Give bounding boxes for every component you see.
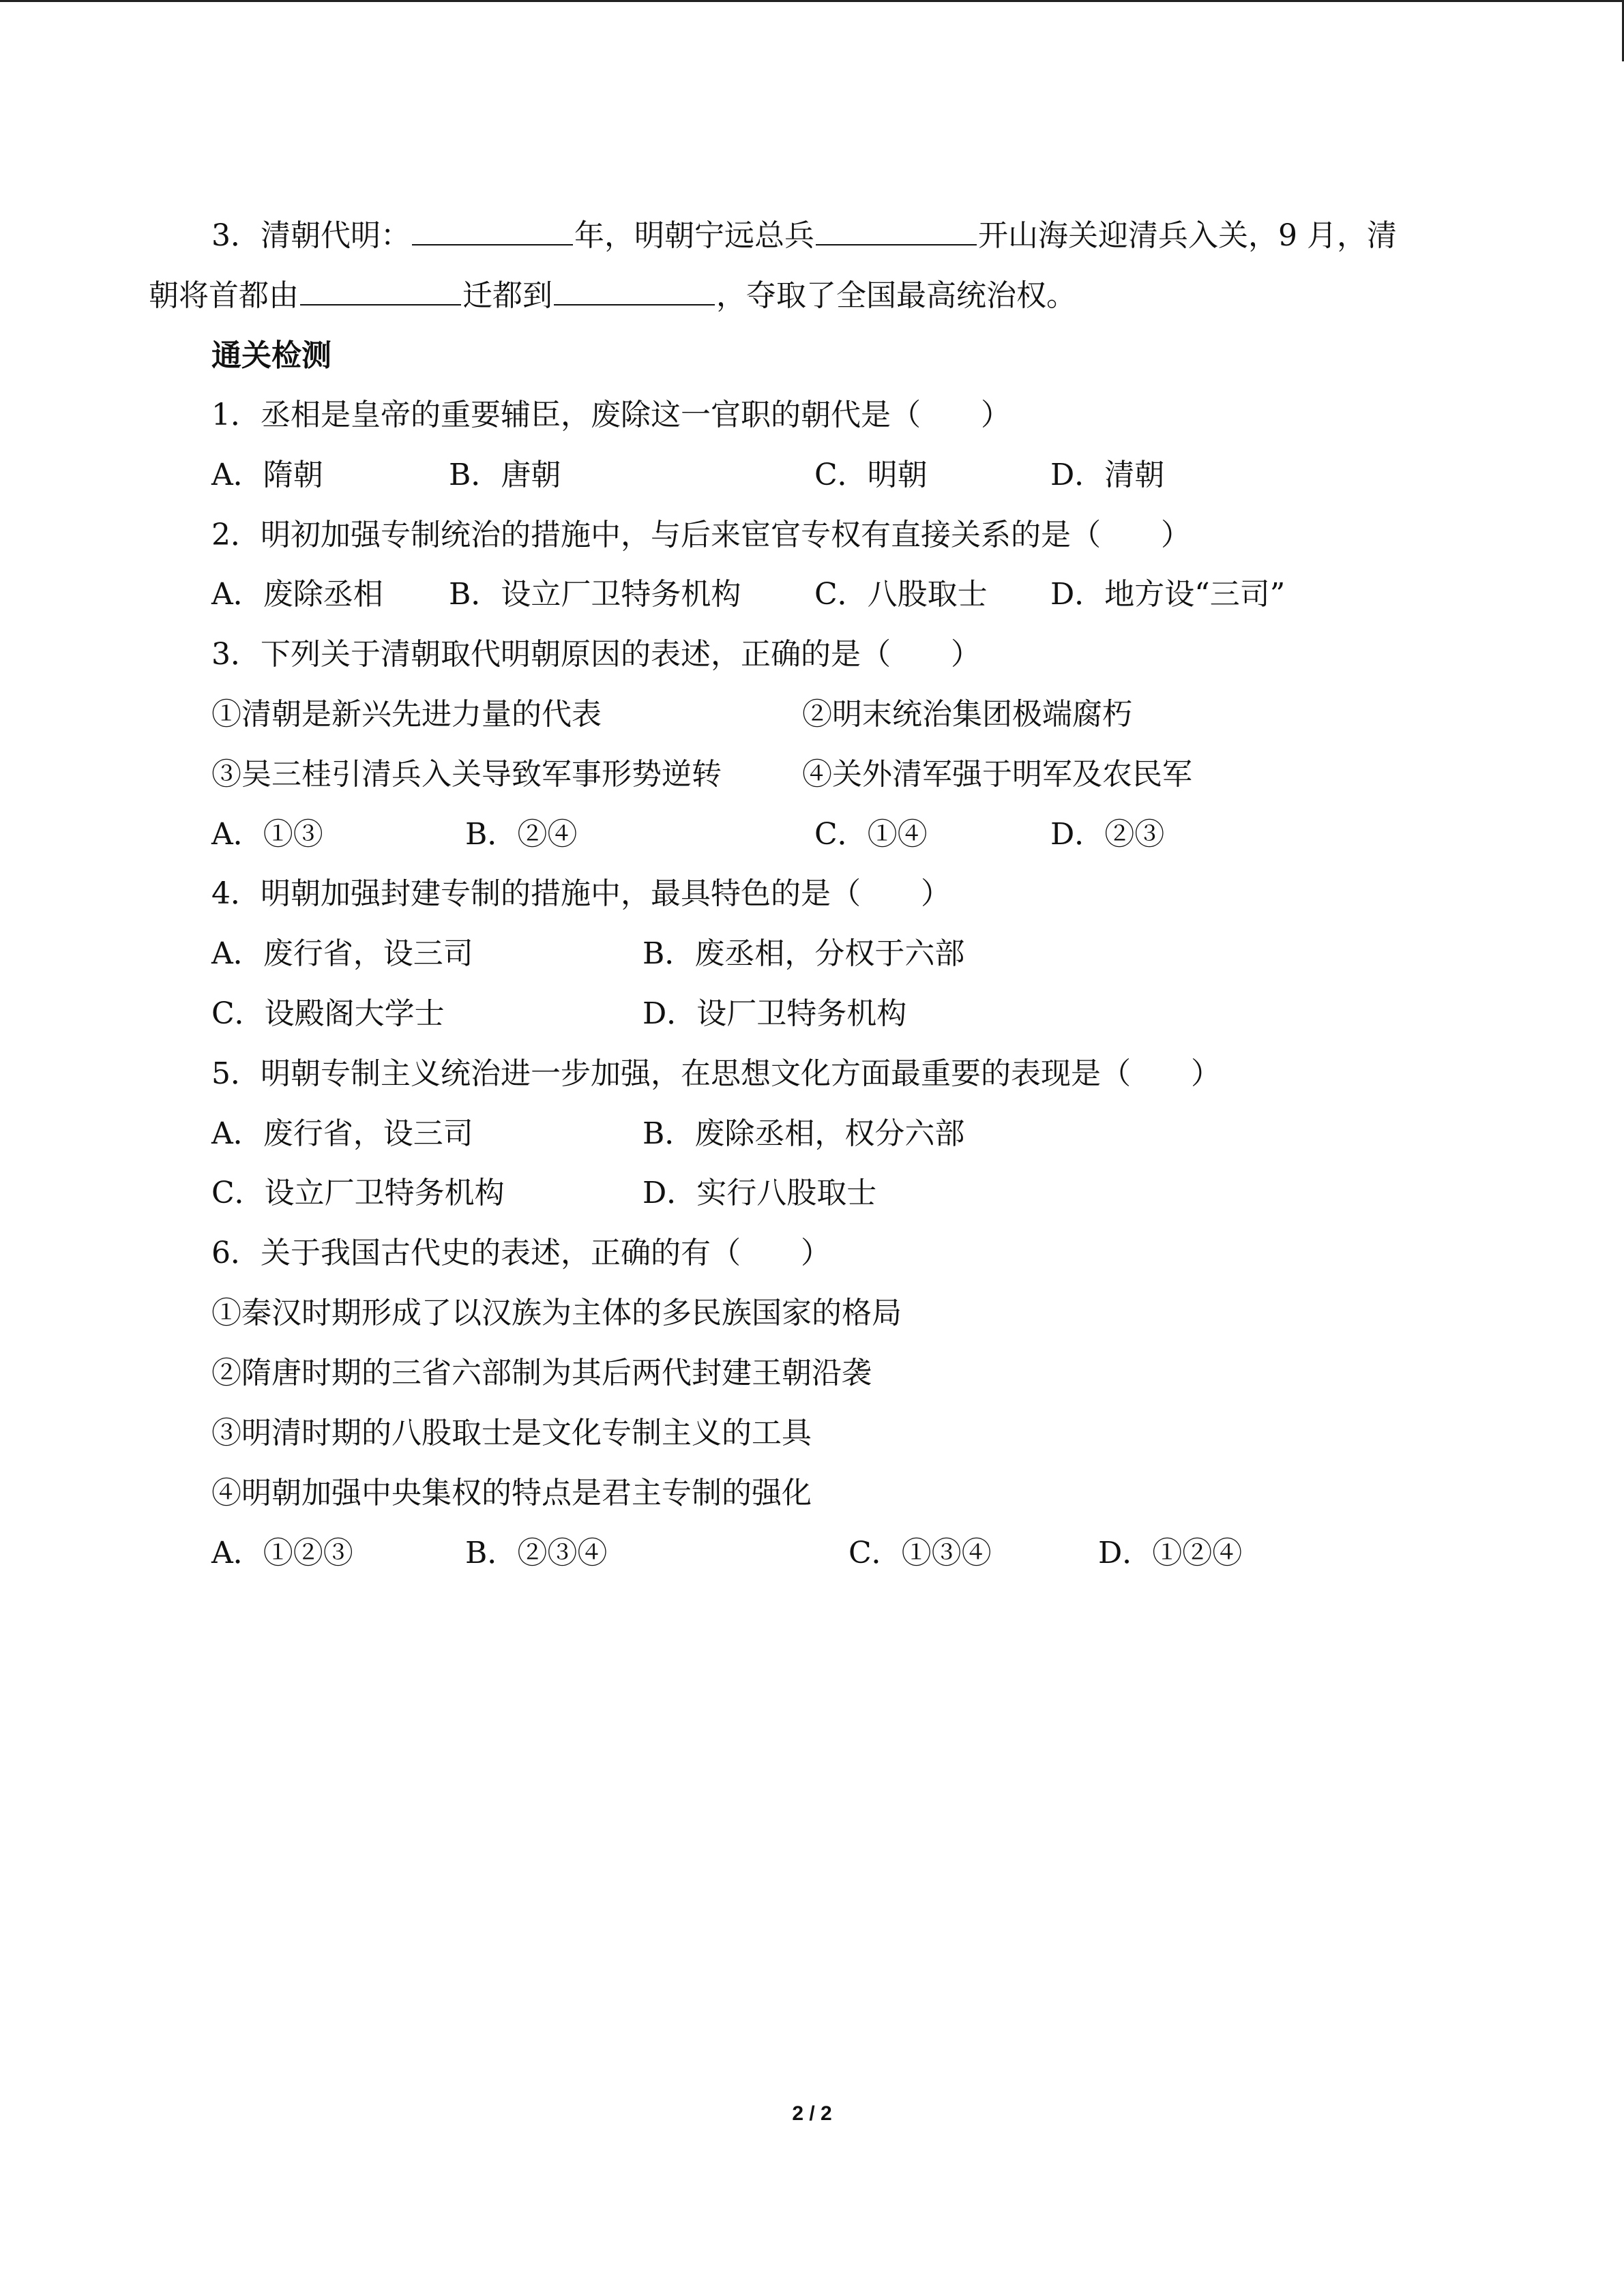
question-6-statement-2: ②隋唐时期的三省六部制为其后两代封建王朝沿袭 [211,1356,872,1390]
option-c[interactable]: C．设殿阁大学士 [211,996,445,1031]
blank-year[interactable] [412,217,573,245]
statement-1: ①清朝是新兴先进力量的代表 [211,697,602,732]
statement-2: ②明末统治集团极端腐朽 [802,697,1132,732]
question-4-stem: 4．明朝加强封建专制的措施中，最具特色的是（ ） [211,876,951,911]
blank-general[interactable] [816,217,977,245]
option-c[interactable]: C．①③④ [848,1536,992,1570]
question-3-stem: 3．下列关于清朝取代明朝原因的表述，正确的是（ ） [211,637,981,672]
option-c[interactable]: C．设立厂卫特务机构 [211,1176,505,1210]
fill-in-text-5: ，夺取了全国最高统治权。 [716,278,1076,313]
option-a[interactable]: A．①②③ [211,1536,353,1570]
blank-new-capital[interactable] [554,277,715,305]
statement-4: ④关外清军强于明军及农民军 [802,757,1192,792]
option-a[interactable]: A．废除丞相 [211,577,383,612]
fill-in-text-1: 年，明朝宁远总兵 [574,218,814,253]
fill-in-text-2: 开山海关迎清兵入关，9 月，清 [978,218,1397,253]
option-d[interactable]: D．地方设“三司” [1050,577,1286,612]
fill-in-text-4: 迁都到 [462,278,552,313]
question-6-statement-1: ①秦汉时期形成了以汉族为主体的多民族国家的格局 [211,1296,902,1330]
option-b[interactable]: B．唐朝 [449,458,561,492]
question-6-statement-4: ④明朝加强中央集权的特点是君主专制的强化 [211,1476,812,1510]
question-5-stem: 5．明朝专制主义统治进一步加强，在思想文化方面最重要的表现是（ ） [211,1056,1221,1091]
option-b[interactable]: B．②③④ [465,1536,608,1570]
option-b[interactable]: B．②④ [465,817,578,852]
section-heading: 通关检测 [211,338,331,373]
option-d[interactable]: D．①②④ [1098,1536,1243,1570]
option-a[interactable]: A．废行省，设三司 [211,1116,473,1151]
option-d[interactable]: D．清朝 [1050,458,1165,492]
fill-in-line-1 [211,214,1397,258]
question-6-stem: 6．关于我国古代史的表述，正确的有（ ） [211,1236,831,1270]
statement-3: ③吴三桂引清兵入关导致军事形势逆转 [211,757,722,792]
option-c[interactable]: C．①④ [814,817,928,852]
option-d[interactable]: D．实行八股取士 [643,1176,877,1210]
option-a[interactable]: A．①③ [211,817,323,852]
question-6-statement-3: ③明清时期的八股取士是文化专制主义的工具 [211,1416,812,1450]
option-b[interactable]: B．废除丞相，权分六部 [643,1116,965,1151]
blank-old-capital[interactable] [300,277,461,305]
question-1-stem: 1．丞相是皇帝的重要辅臣，废除这一官职的朝代是（ ） [211,398,1011,432]
fill-in-line-2 [149,274,1076,318]
fill-in-text-3: 朝将首都由 [149,278,299,313]
page-number: 2 / 2 [792,2102,832,2125]
question-2-stem: 2．明初加强专制统治的措施中，与后来宦官专权有直接关系的是（ ） [211,518,1191,552]
option-b[interactable]: B．废丞相，分权于六部 [643,936,965,971]
option-c[interactable]: C．明朝 [814,458,928,492]
option-a[interactable]: A．隋朝 [211,458,323,492]
option-c[interactable]: C．八股取士 [814,577,988,612]
option-a[interactable]: A．废行省，设三司 [211,936,473,971]
option-d[interactable]: D．设厂卫特务机构 [643,996,907,1031]
fill-in-number: 3．清朝代明： [211,218,411,253]
option-b[interactable]: B．设立厂卫特务机构 [449,577,741,612]
option-d[interactable]: D．②③ [1050,817,1165,852]
